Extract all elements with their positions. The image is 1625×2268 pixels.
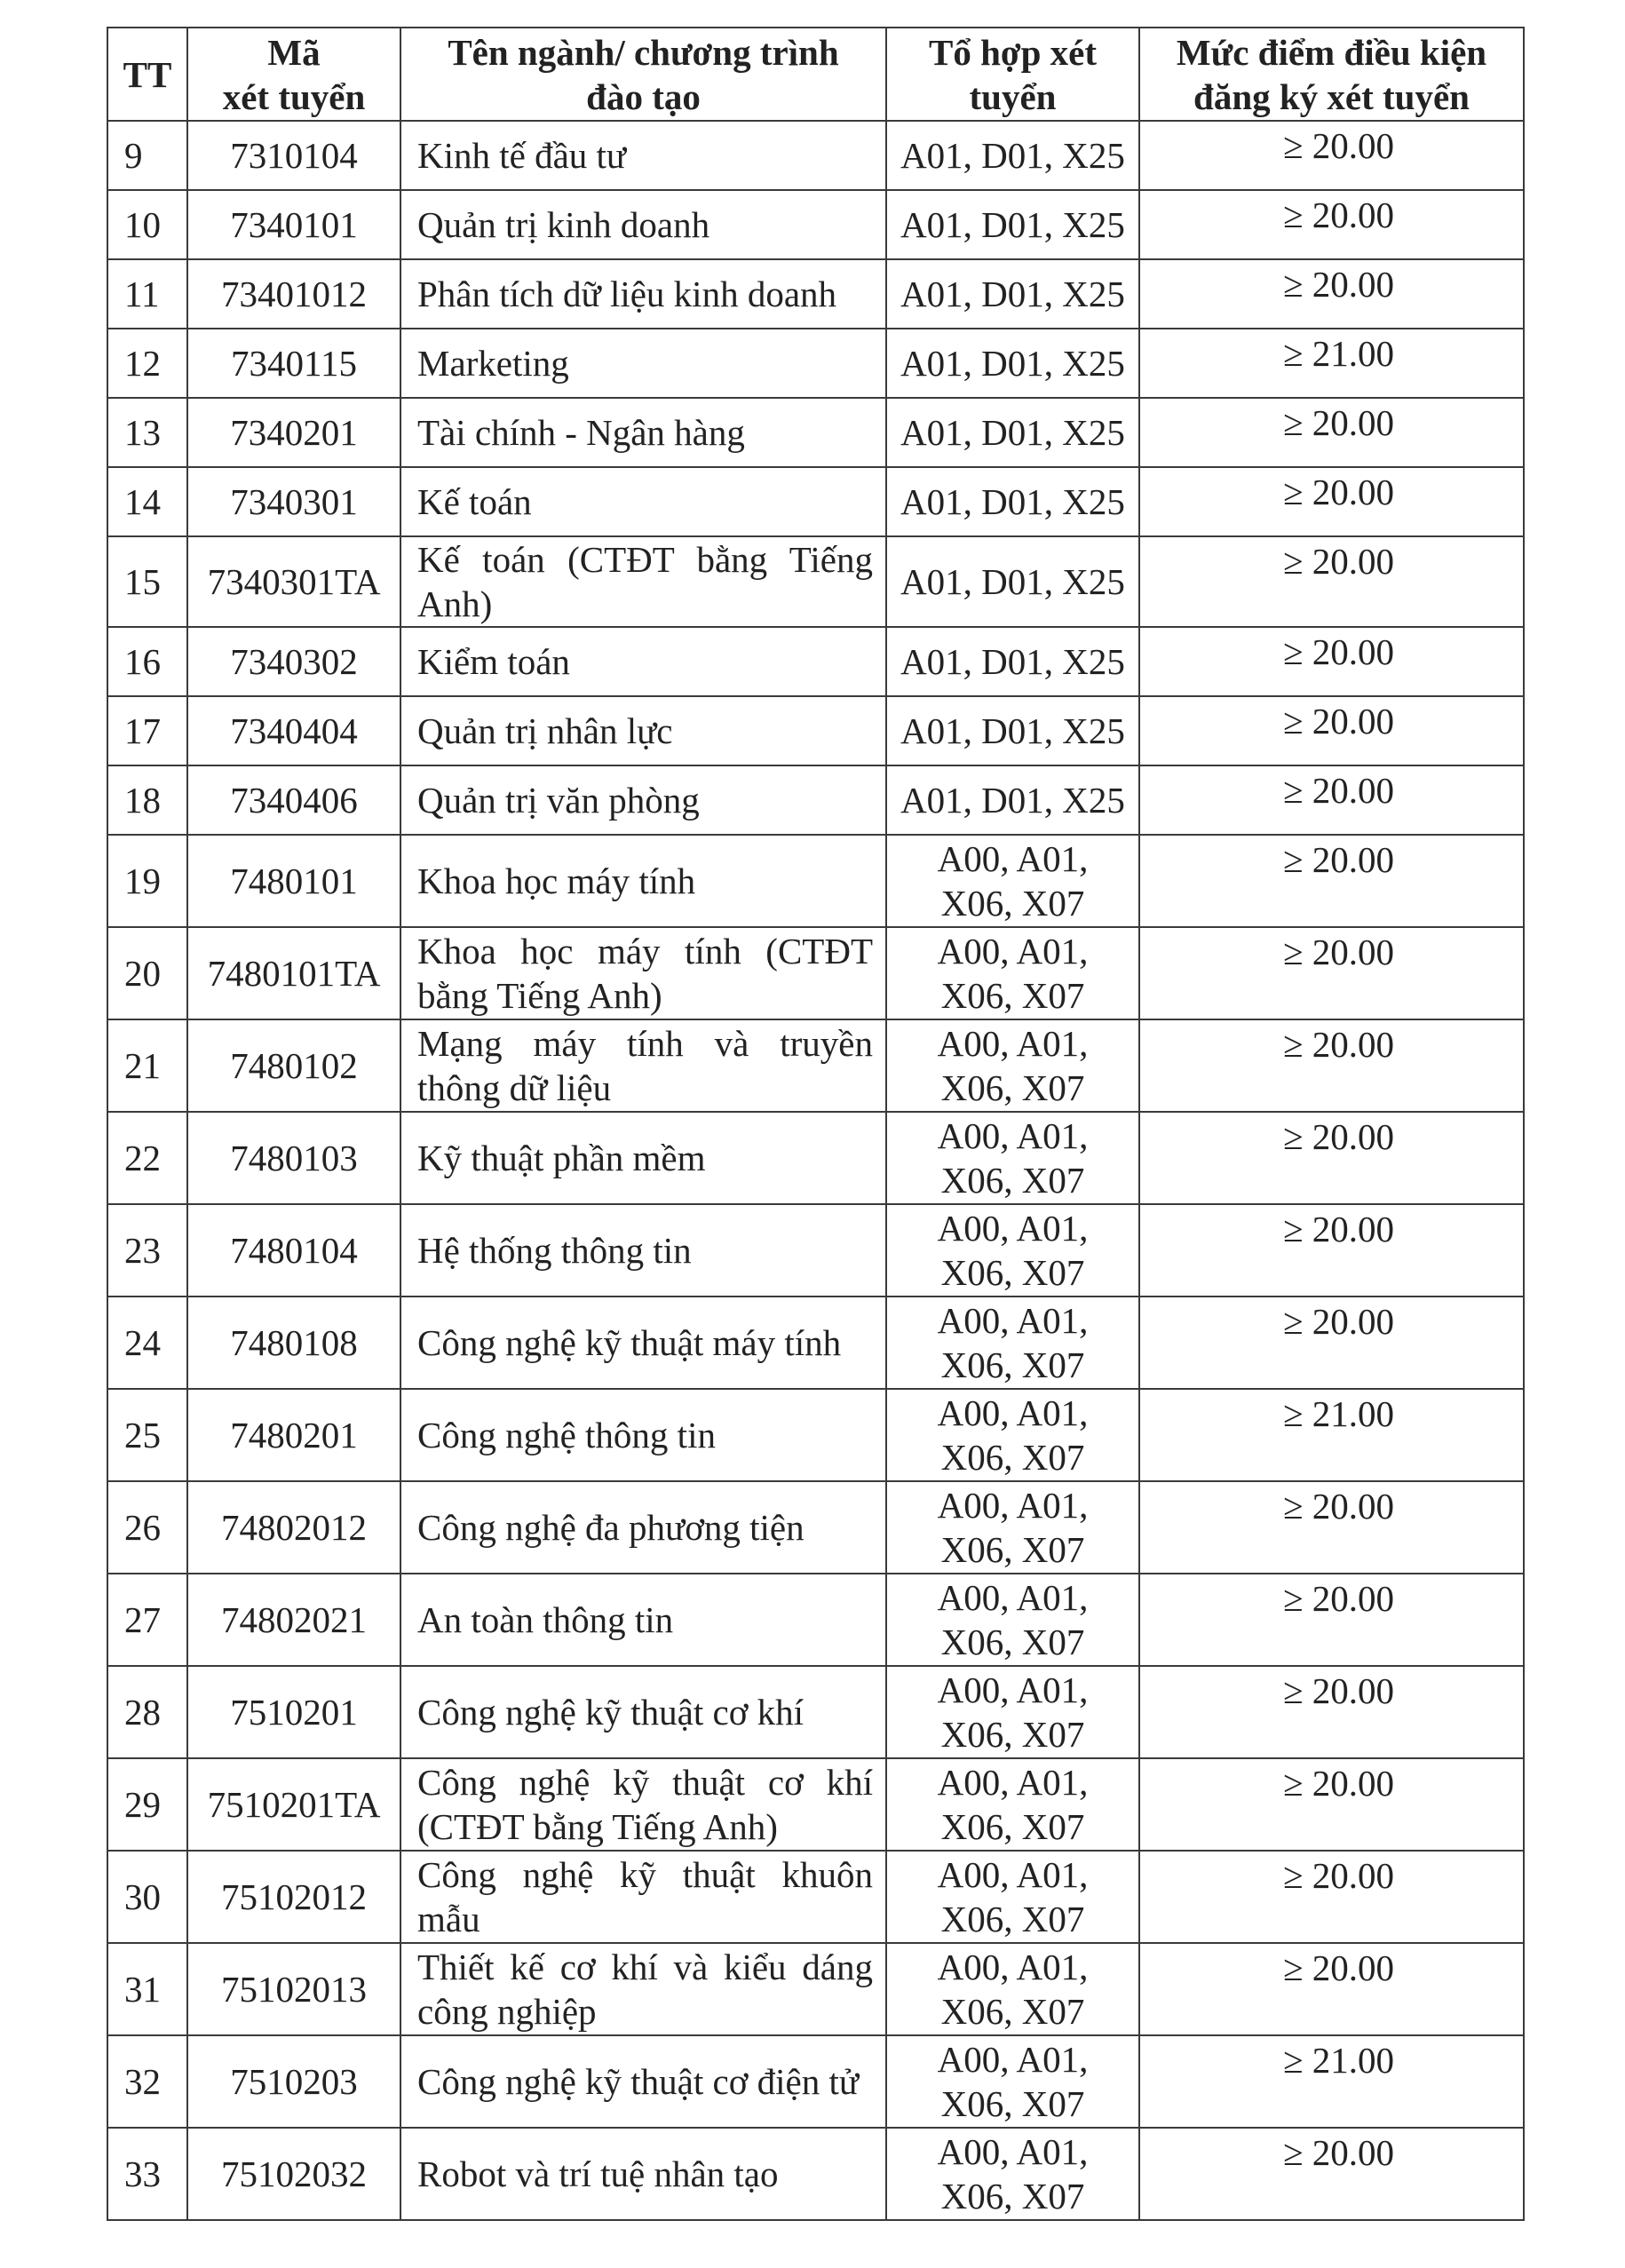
admission-code: 7480101TA — [187, 927, 400, 1019]
subject-combination — [886, 1851, 1139, 1943]
subject-combination — [886, 121, 1139, 190]
row-number: 32 — [107, 2035, 187, 2128]
admission-code: 7480101 — [187, 835, 400, 927]
admission-code: 7510201 — [187, 1666, 400, 1758]
subject-combination-line: A00, A01, — [937, 1023, 1089, 1064]
subject-combination — [886, 329, 1139, 398]
row-number: 27 — [107, 1574, 187, 1666]
table-row — [107, 927, 1524, 1019]
program-name: Công nghệ kỹ thuật cơ khí — [400, 1666, 886, 1758]
program-name: Quản trị kinh doanh — [400, 190, 886, 259]
subject-combination — [886, 536, 1139, 627]
subject-combination-line: A00, A01, — [937, 1577, 1089, 1618]
row-number: 21 — [107, 1019, 187, 1112]
subject-combination-line: A00, A01, — [937, 1669, 1089, 1710]
table-row — [107, 1019, 1524, 1112]
row-number: 25 — [107, 1389, 187, 1481]
table-row — [107, 1481, 1524, 1574]
minimum-score: ≥ 20.00 — [1139, 1758, 1524, 1851]
program-name: Công nghệ kỹ thuật máy tính — [400, 1297, 886, 1389]
table-row — [107, 1758, 1524, 1851]
subject-combination — [886, 1481, 1139, 1574]
subject-combination-line: A00, A01, — [937, 1300, 1089, 1341]
subject-combination — [886, 1389, 1139, 1481]
header-tt: TT — [107, 28, 187, 121]
admission-code: 7480104 — [187, 1204, 400, 1297]
subject-combination-line: X06, X07 — [940, 1899, 1085, 1939]
program-name: Công nghệ kỹ thuật cơ điện tử — [400, 2035, 886, 2128]
subject-combination — [886, 627, 1139, 696]
row-number: 14 — [107, 467, 187, 536]
program-name: Phân tích dữ liệu kinh doanh — [400, 259, 886, 329]
admission-code: 7340115 — [187, 329, 400, 398]
row-number: 19 — [107, 835, 187, 927]
subject-combination-line: X06, X07 — [940, 1529, 1085, 1570]
row-number: 26 — [107, 1481, 187, 1574]
subject-combination-line: A01, D01, X25 — [900, 481, 1125, 522]
subject-combination-line: X06, X07 — [940, 1252, 1085, 1293]
program-name: Công nghệ kỹ thuật cơ khí (CTĐT bằng Tiếng Anh) — [400, 1758, 886, 1851]
table-row — [107, 627, 1524, 696]
program-name: Quản trị văn phòng — [400, 765, 886, 835]
row-number: 11 — [107, 259, 187, 329]
minimum-score: ≥ 20.00 — [1139, 1851, 1524, 1943]
minimum-score: ≥ 20.00 — [1139, 259, 1524, 329]
subject-combination — [886, 259, 1139, 329]
subject-combination — [886, 398, 1139, 467]
admission-code: 7340101 — [187, 190, 400, 259]
row-number: 17 — [107, 696, 187, 765]
subject-combination — [886, 1204, 1139, 1297]
table-row — [107, 536, 1524, 627]
minimum-score: ≥ 21.00 — [1139, 2035, 1524, 2128]
subject-combination-line: A00, A01, — [937, 838, 1089, 879]
header-minimum-score: Mức điểm điều kiện đăng ký xét tuyển — [1139, 28, 1524, 121]
subject-combination-line: A00, A01, — [937, 1115, 1089, 1156]
subject-combination-line: A00, A01, — [937, 1208, 1089, 1249]
subject-combination — [886, 1574, 1139, 1666]
subject-combination — [886, 467, 1139, 536]
admission-code: 7310104 — [187, 121, 400, 190]
program-name: Marketing — [400, 329, 886, 398]
admission-code: 74802012 — [187, 1481, 400, 1574]
table-row — [107, 1297, 1524, 1389]
subject-combination-line: A01, D01, X25 — [900, 641, 1125, 682]
subject-combination-line: A00, A01, — [937, 931, 1089, 971]
program-name: Kinh tế đầu tư — [400, 121, 886, 190]
program-name: An toàn thông tin — [400, 1574, 886, 1666]
admission-code: 75102032 — [187, 2128, 400, 2220]
program-name: Quản trị nhân lực — [400, 696, 886, 765]
table-header-row — [107, 28, 1524, 121]
minimum-score: ≥ 20.00 — [1139, 1019, 1524, 1112]
table-row — [107, 1389, 1524, 1481]
row-number: 23 — [107, 1204, 187, 1297]
admission-code: 75102012 — [187, 1851, 400, 1943]
subject-combination-line: X06, X07 — [940, 1806, 1085, 1847]
minimum-score: ≥ 20.00 — [1139, 1204, 1524, 1297]
row-number: 15 — [107, 536, 187, 627]
admission-code: 7340301TA — [187, 536, 400, 627]
program-name: Robot và trí tuệ nhân tạo — [400, 2128, 886, 2220]
row-number: 30 — [107, 1851, 187, 1943]
table-row — [107, 1943, 1524, 2035]
subject-combination-line: A01, D01, X25 — [900, 710, 1125, 751]
minimum-score: ≥ 21.00 — [1139, 329, 1524, 398]
admission-code: 7340302 — [187, 627, 400, 696]
minimum-score: ≥ 20.00 — [1139, 536, 1524, 627]
row-number: 20 — [107, 927, 187, 1019]
minimum-score: ≥ 20.00 — [1139, 2128, 1524, 2220]
subject-combination — [886, 696, 1139, 765]
minimum-score: ≥ 20.00 — [1139, 835, 1524, 927]
program-name: Kỹ thuật phần mềm — [400, 1112, 886, 1204]
admission-code: 7340201 — [187, 398, 400, 467]
admission-code: 7510201TA — [187, 1758, 400, 1851]
subject-combination-line: X06, X07 — [940, 883, 1085, 924]
subject-combination-line: X06, X07 — [940, 975, 1085, 1016]
admission-criteria-table — [107, 27, 1525, 2221]
table-row — [107, 2128, 1524, 2220]
header-subject-combination: Tổ hợp xét tuyển — [886, 28, 1139, 121]
admission-code: 7480201 — [187, 1389, 400, 1481]
subject-combination-line: A01, D01, X25 — [900, 343, 1125, 384]
program-name: Khoa học máy tính — [400, 835, 886, 927]
subject-combination — [886, 1758, 1139, 1851]
admission-code: 7510203 — [187, 2035, 400, 2128]
table-row — [107, 1204, 1524, 1297]
admission-code: 7480103 — [187, 1112, 400, 1204]
minimum-score: ≥ 20.00 — [1139, 467, 1524, 536]
subject-combination-line: X06, X07 — [940, 1991, 1085, 2032]
minimum-score: ≥ 20.00 — [1139, 1297, 1524, 1389]
subject-combination — [886, 2128, 1139, 2220]
minimum-score: ≥ 20.00 — [1139, 121, 1524, 190]
header-program-name: Tên ngành/ chương trình đào tạo — [400, 28, 886, 121]
subject-combination-line: A00, A01, — [937, 1485, 1089, 1526]
program-name: Mạng máy tính và truyền thông dữ liệu — [400, 1019, 886, 1112]
subject-combination-line: X06, X07 — [940, 1160, 1085, 1201]
subject-combination-line: X06, X07 — [940, 1437, 1085, 1478]
program-name: Tài chính - Ngân hàng — [400, 398, 886, 467]
header-code: Mã xét tuyển — [187, 28, 400, 121]
table-row — [107, 1851, 1524, 1943]
admission-code: 73401012 — [187, 259, 400, 329]
program-name: Kiểm toán — [400, 627, 886, 696]
subject-combination-line: X06, X07 — [940, 1714, 1085, 1755]
minimum-score: ≥ 20.00 — [1139, 398, 1524, 467]
subject-combination — [886, 765, 1139, 835]
subject-combination — [886, 1019, 1139, 1112]
table-row — [107, 2035, 1524, 2128]
subject-combination — [886, 1943, 1139, 2035]
minimum-score: ≥ 20.00 — [1139, 1943, 1524, 2035]
row-number: 18 — [107, 765, 187, 835]
row-number: 31 — [107, 1943, 187, 2035]
subject-combination-line: A01, D01, X25 — [900, 135, 1125, 176]
subject-combination-line: A01, D01, X25 — [900, 204, 1125, 245]
table-row — [107, 329, 1524, 398]
subject-combination-line: A00, A01, — [937, 1947, 1089, 1987]
admission-code: 7480102 — [187, 1019, 400, 1112]
row-number: 10 — [107, 190, 187, 259]
row-number: 33 — [107, 2128, 187, 2220]
subject-combination-line: X06, X07 — [940, 1067, 1085, 1108]
row-number: 16 — [107, 627, 187, 696]
subject-combination-line: A01, D01, X25 — [900, 561, 1125, 602]
table-row — [107, 467, 1524, 536]
table-row — [107, 1112, 1524, 1204]
minimum-score: ≥ 20.00 — [1139, 1666, 1524, 1758]
program-name: Thiết kế cơ khí và kiểu dáng công nghiệp — [400, 1943, 886, 2035]
program-name: Công nghệ kỹ thuật khuôn mẫu — [400, 1851, 886, 1943]
minimum-score: ≥ 20.00 — [1139, 696, 1524, 765]
row-number: 9 — [107, 121, 187, 190]
subject-combination-line: X06, X07 — [940, 2176, 1085, 2216]
subject-combination-line: X06, X07 — [940, 1622, 1085, 1662]
subject-combination-line: A00, A01, — [937, 1392, 1089, 1433]
subject-combination — [886, 1297, 1139, 1389]
program-name: Công nghệ thông tin — [400, 1389, 886, 1481]
subject-combination — [886, 190, 1139, 259]
program-name: Khoa học máy tính (CTĐT bằng Tiếng Anh) — [400, 927, 886, 1019]
minimum-score: ≥ 20.00 — [1139, 765, 1524, 835]
row-number: 24 — [107, 1297, 187, 1389]
row-number: 12 — [107, 329, 187, 398]
table-row — [107, 765, 1524, 835]
minimum-score: ≥ 20.00 — [1139, 627, 1524, 696]
table-row — [107, 121, 1524, 190]
admission-code: 75102013 — [187, 1943, 400, 2035]
subject-combination-line: A01, D01, X25 — [900, 780, 1125, 821]
admission-code: 7340301 — [187, 467, 400, 536]
subject-combination-line: A00, A01, — [937, 2131, 1089, 2172]
program-name: Công nghệ đa phương tiện — [400, 1481, 886, 1574]
table-row — [107, 190, 1524, 259]
subject-combination-line: X06, X07 — [940, 2083, 1085, 2124]
subject-combination-line: A00, A01, — [937, 1854, 1089, 1895]
table-row — [107, 835, 1524, 927]
subject-combination — [886, 1112, 1139, 1204]
minimum-score: ≥ 21.00 — [1139, 1389, 1524, 1481]
table-body — [107, 121, 1524, 2220]
table-row — [107, 1574, 1524, 1666]
row-number: 22 — [107, 1112, 187, 1204]
subject-combination-line: A00, A01, — [937, 2039, 1089, 2080]
admission-code: 7340406 — [187, 765, 400, 835]
minimum-score: ≥ 20.00 — [1139, 1112, 1524, 1204]
subject-combination — [886, 1666, 1139, 1758]
subject-combination — [886, 2035, 1139, 2128]
minimum-score: ≥ 20.00 — [1139, 1574, 1524, 1666]
table-row — [107, 1666, 1524, 1758]
subject-combination-line: A01, D01, X25 — [900, 274, 1125, 314]
subject-combination-line: A01, D01, X25 — [900, 412, 1125, 453]
row-number: 28 — [107, 1666, 187, 1758]
admission-code: 7340404 — [187, 696, 400, 765]
program-name: Kế toán (CTĐT bằng Tiếng Anh) — [400, 536, 886, 627]
table-row — [107, 259, 1524, 329]
table-row — [107, 696, 1524, 765]
subject-combination — [886, 835, 1139, 927]
admission-code: 74802021 — [187, 1574, 400, 1666]
minimum-score: ≥ 20.00 — [1139, 1481, 1524, 1574]
program-name: Hệ thống thông tin — [400, 1204, 886, 1297]
row-number: 13 — [107, 398, 187, 467]
row-number: 29 — [107, 1758, 187, 1851]
minimum-score: ≥ 20.00 — [1139, 927, 1524, 1019]
subject-combination-line: X06, X07 — [940, 1344, 1085, 1385]
admission-code: 7480108 — [187, 1297, 400, 1389]
table-row — [107, 398, 1524, 467]
program-name: Kế toán — [400, 467, 886, 536]
subject-combination-line: A00, A01, — [937, 1762, 1089, 1803]
minimum-score: ≥ 20.00 — [1139, 190, 1524, 259]
subject-combination — [886, 927, 1139, 1019]
